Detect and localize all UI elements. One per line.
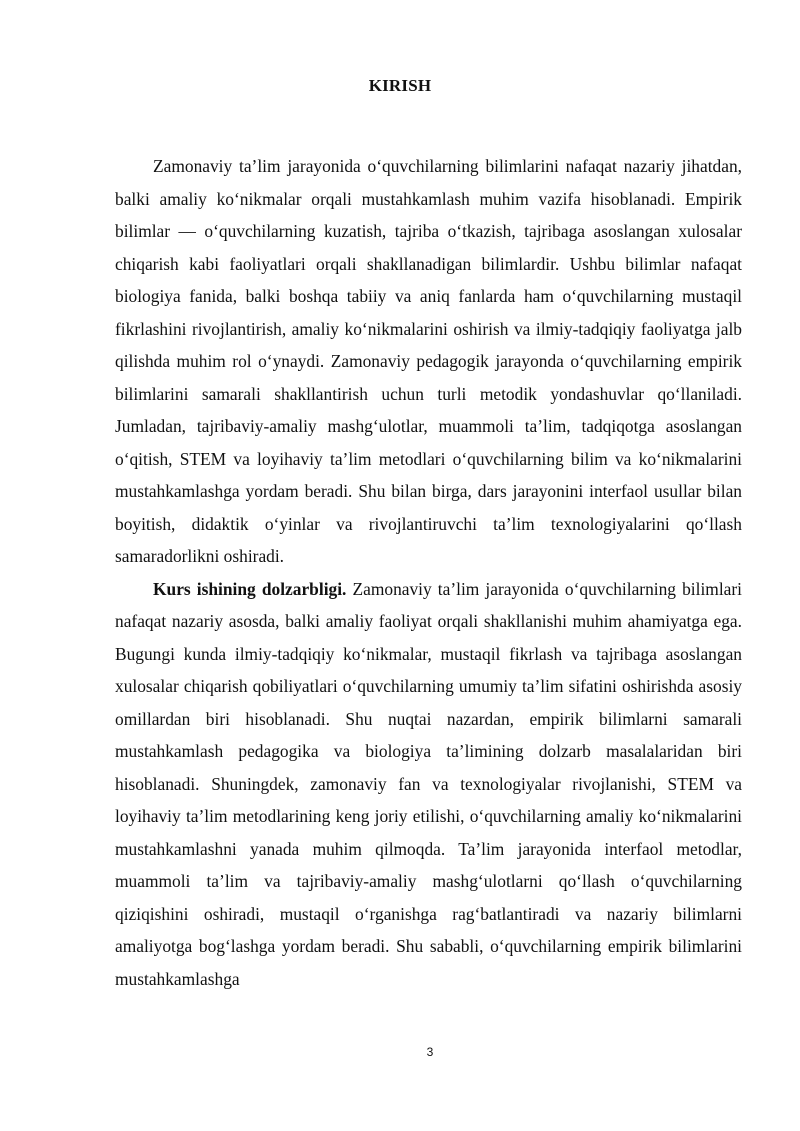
paragraph-relevance [115,573,742,996]
paragraph-intro [115,150,742,573]
page-number: 3 [426,1045,434,1059]
body-text [115,150,742,995]
paragraph-relevance-text: Zamonaviy ta’lim jarayonida o‘quvchilarning bilimlari nafaqat nazariy asosda, balki amaliy faoliyat orqali shakllanishi muhim ahamiyatga ega. Bugungi kunda ilmiy-tadqiqiy ko‘nikmalar, mustaqil fikrlash va tajribaga asoslangan xulosalar chiqarish qobiliyatlari o‘quvchilarning umumiy ta’lim sifatini oshirishda asosiy omillardan biri hisoblanadi. Shu nuqtai nazardan, empirik bilimlarni samarali mustahkamlash pedagogika va biologiya ta’limining dolzarb masalalaridan biri hisoblanadi. Shuningdek, zamonaviy fan va texnologiyalar rivojlanishi, STEM va loyihaviy ta’lim metodlarining keng joriy etilishi, o‘quvchilarning amaliy ko‘nikmalarini mustahkamlashni yanada muhim qilmoqda. Ta’lim jarayonida interfaol metodlar, muammoli ta’lim va tajribaviy-amaliy mashg‘ulotlarni qo‘llash o‘quvchilarning qiziqishini oshiradi, mustaqil o‘rganishga rag‘batlantiradi va nazariy bilimlarni amaliyotga bog‘lashga yordam beradi. Shu sababli, o‘quvchilarning empirik bilimlarini mustahkamlashga [115,578,742,989]
section-title: KIRISH [368,76,432,95]
paragraph-relevance-heading: Kurs ishining dolzarbligi. [153,578,347,599]
paragraph-intro-text: Zamonaviy ta’lim jarayonida o‘quvchilarning bilimlarini nafaqat nazariy jihatdan, balki amaliy ko‘nikmalar orqali mustahkamlash muhim vazifa hisoblanadi. Empirik bilimlar — o‘quvchilarning kuzatish, tajriba o‘tkazish, tajribaga asoslangan xulosalar chiqarish kabi faoliyatlari orqali shakllanadigan bilimlardir. Ushbu bilimlar nafaqat biologiya fanida, balki boshqa tabiiy va aniq fanlarda ham o‘quvchilarning mustaqil fikrlashini rivojlantirish, amaliy ko‘nikmalarini oshirish va ilmiy-tadqiqiy faoliyatga jalb qilishda muhim rol o‘ynaydi. Zamonaviy pedagogik jarayonda o‘quvchilarning empirik bilimlarini samarali shakllantirish uchun turli metodik yondashuvlar qo‘llaniladi. Jumladan, tajribaviy-amaliy mashg‘ulotlar, muammoli ta’lim, tadqiqotga asoslangan o‘qitish, STEM va loyihaviy ta’lim metodlari o‘quvchilarning bilim va ko‘nikmalarini mustahkamlashga yordam beradi. Shu bilan birga, dars jarayonini interfaol usullar bilan boyitish, didaktik o‘yinlar va rivojlantiruvchi ta’lim texnologiyalarini qo‘llash samaradorlikni oshiradi. [115,156,742,566]
